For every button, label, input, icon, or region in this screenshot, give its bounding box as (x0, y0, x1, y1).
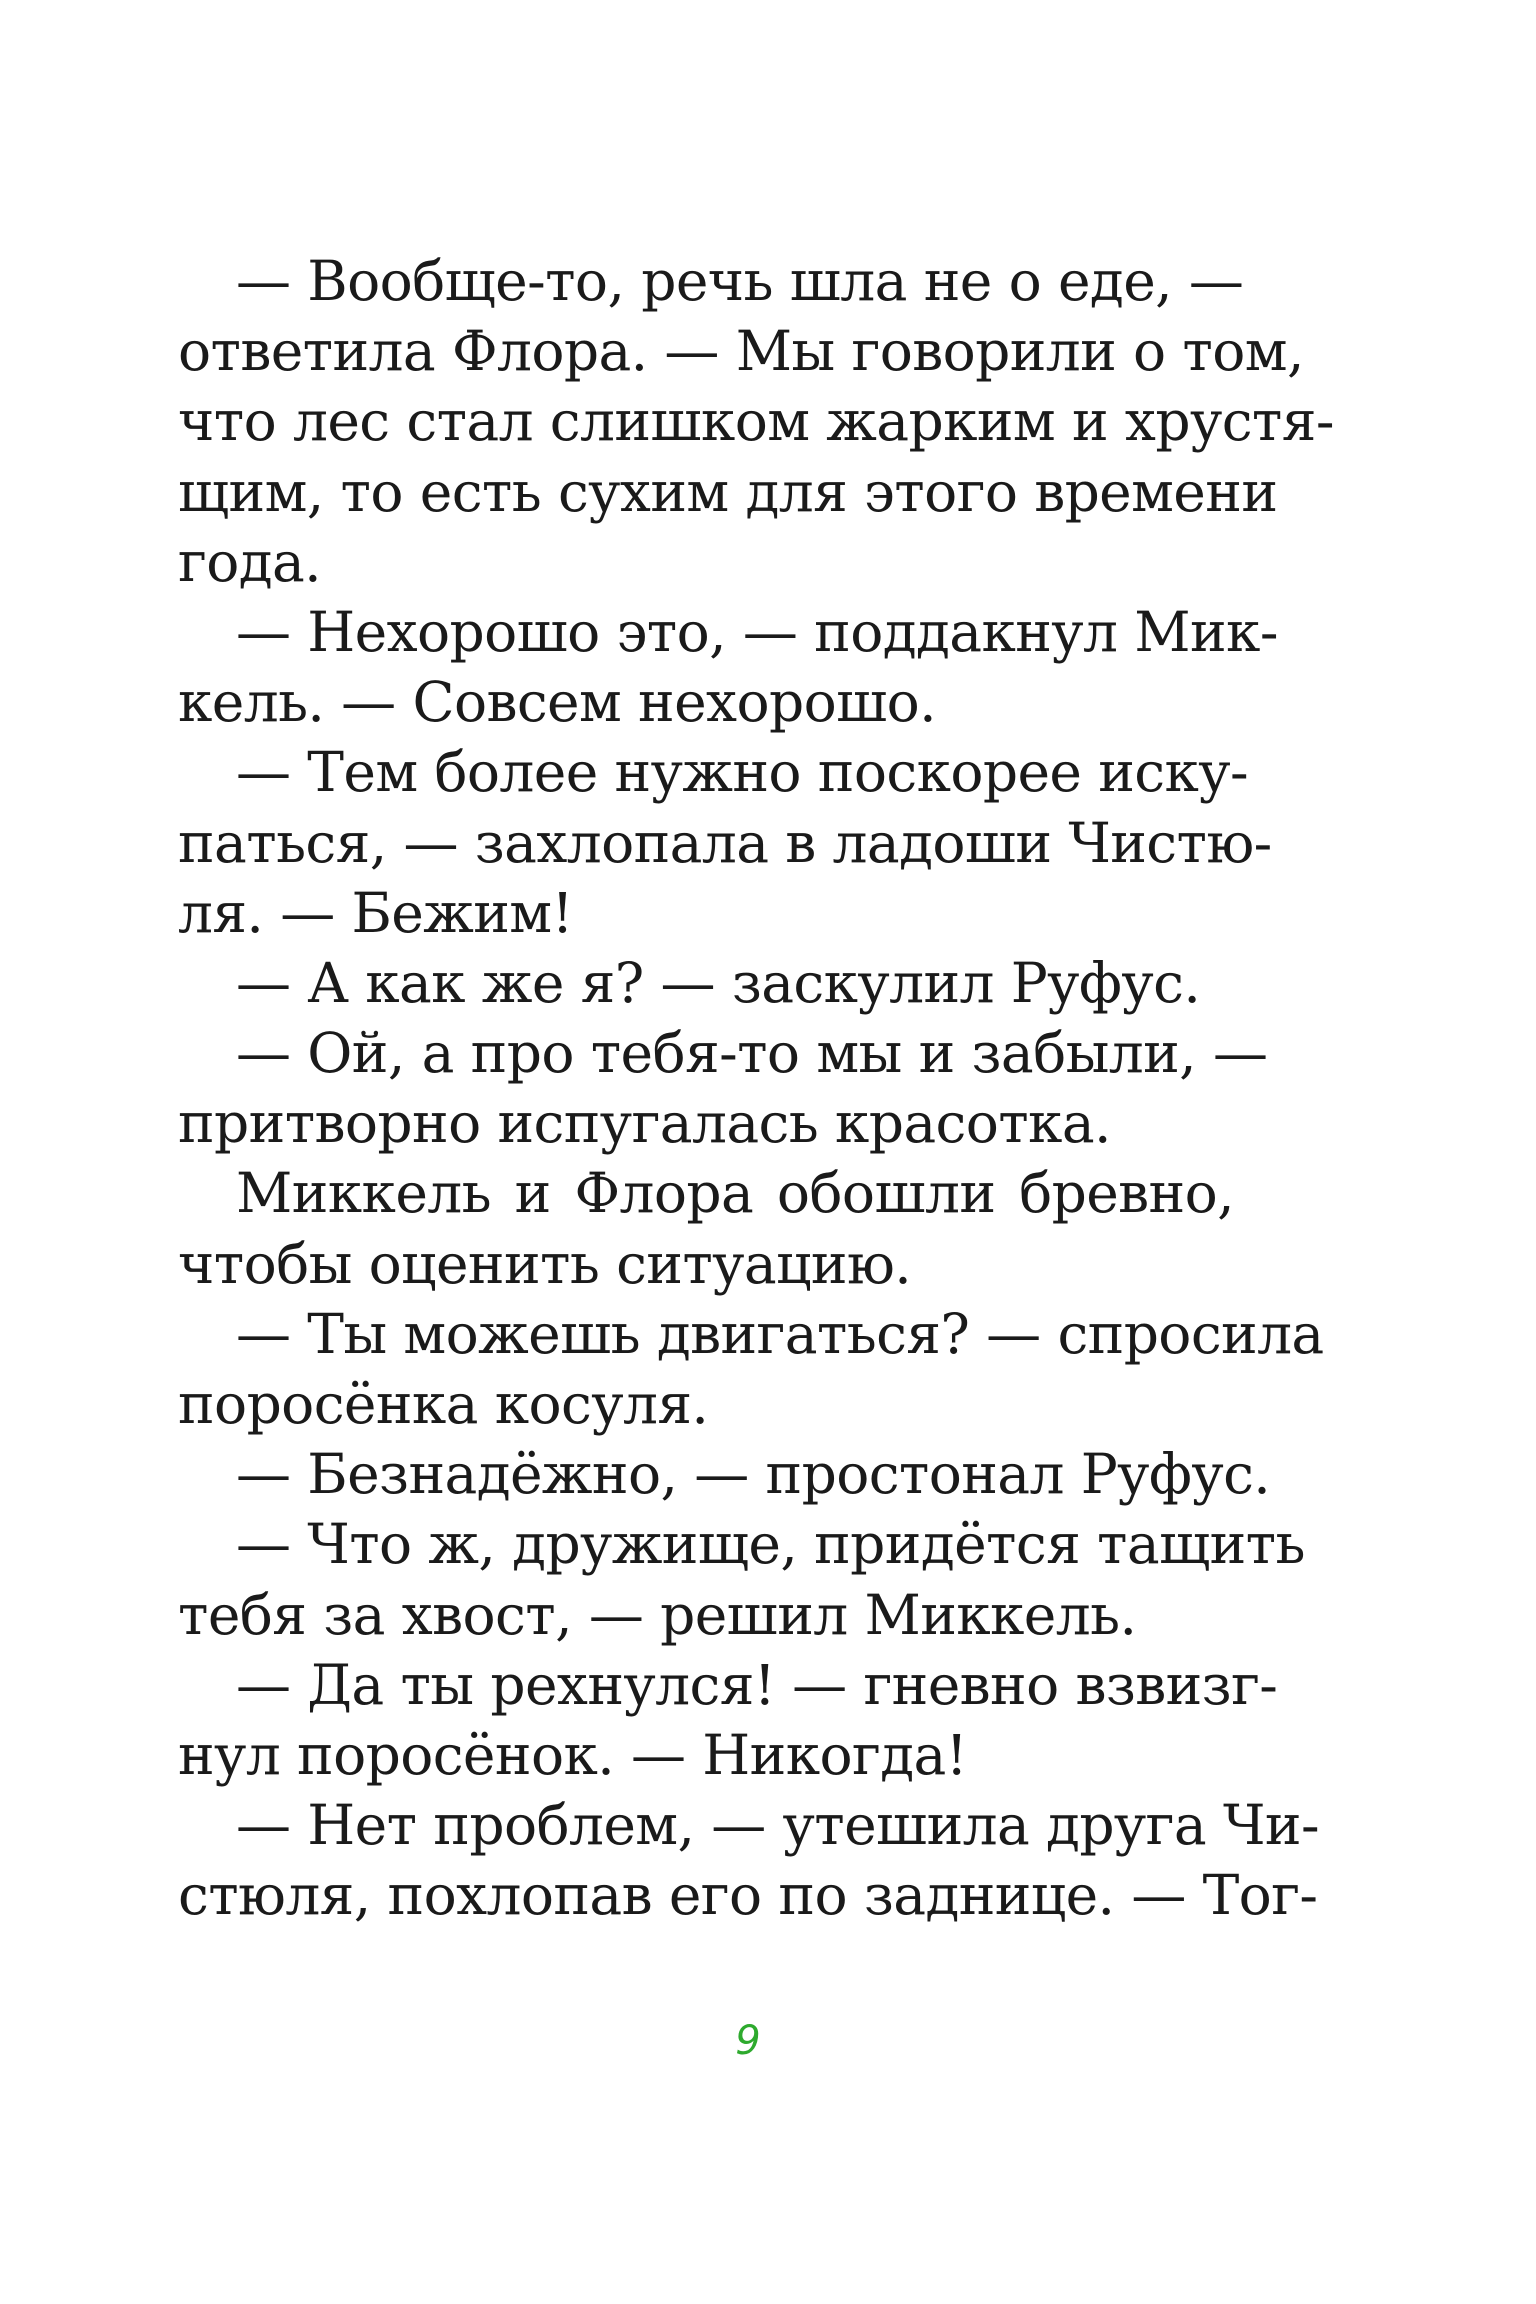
text-line: ля. — Бежим! (178, 880, 573, 945)
text-line: — Нет проблем, — утешила друга Чи- (236, 1793, 1319, 1858)
text-line: — Вообще-то, речь шла не о еде, — (236, 249, 1244, 313)
text-line: — Ты можешь двигаться? — спросила (236, 1301, 1324, 1366)
text-line: ответила Флора. — Мы говорили о том, (178, 319, 1304, 384)
text-line: — Тем более нужно поскорее иску- (236, 740, 1249, 805)
text-line: — Нехорошо это, — поддакнул Мик- (236, 599, 1278, 664)
text-line: тебя за хвост, — решил Миккель. (178, 1582, 1137, 1647)
text-line: года. (178, 529, 322, 594)
text-line: — А как же я? — заскулил Руфус. (236, 950, 1201, 1015)
text-line: — Ой, а про тебя-то мы и забыли, — (236, 1021, 1268, 1086)
text-line: — Да ты рехнулся! — гневно взвизг- (236, 1652, 1278, 1717)
text-line: Миккель и Флора обошли бревно, (236, 1161, 1234, 1226)
text-line: нул поросёнок. — Никогда! (178, 1722, 968, 1787)
page-number: 9 (735, 2018, 761, 2064)
text-line: что лес стал слишком жарким и хрустя- (178, 389, 1334, 454)
text-line: стюля, похлопав его по заднице. — Тог- (178, 1863, 1318, 1928)
text-line: притворно испугалась красотка. (178, 1091, 1111, 1156)
text-line: — Что ж, дружище, придётся тащить (236, 1512, 1305, 1577)
text-line: — Безнадёжно, — простонал Руфус. (236, 1442, 1271, 1507)
text-line: чтобы оценить ситуацию. (178, 1231, 912, 1296)
text-line: кель. — Совсем нехорошо. (178, 670, 937, 735)
text-line: поросёнка косуля. (178, 1372, 709, 1436)
body-text (178, 246, 1334, 1931)
text-line: паться, — захлопала в ладоши Чистю- (178, 810, 1272, 875)
text-line: щим, то есть сухим для этого времени (178, 459, 1278, 524)
